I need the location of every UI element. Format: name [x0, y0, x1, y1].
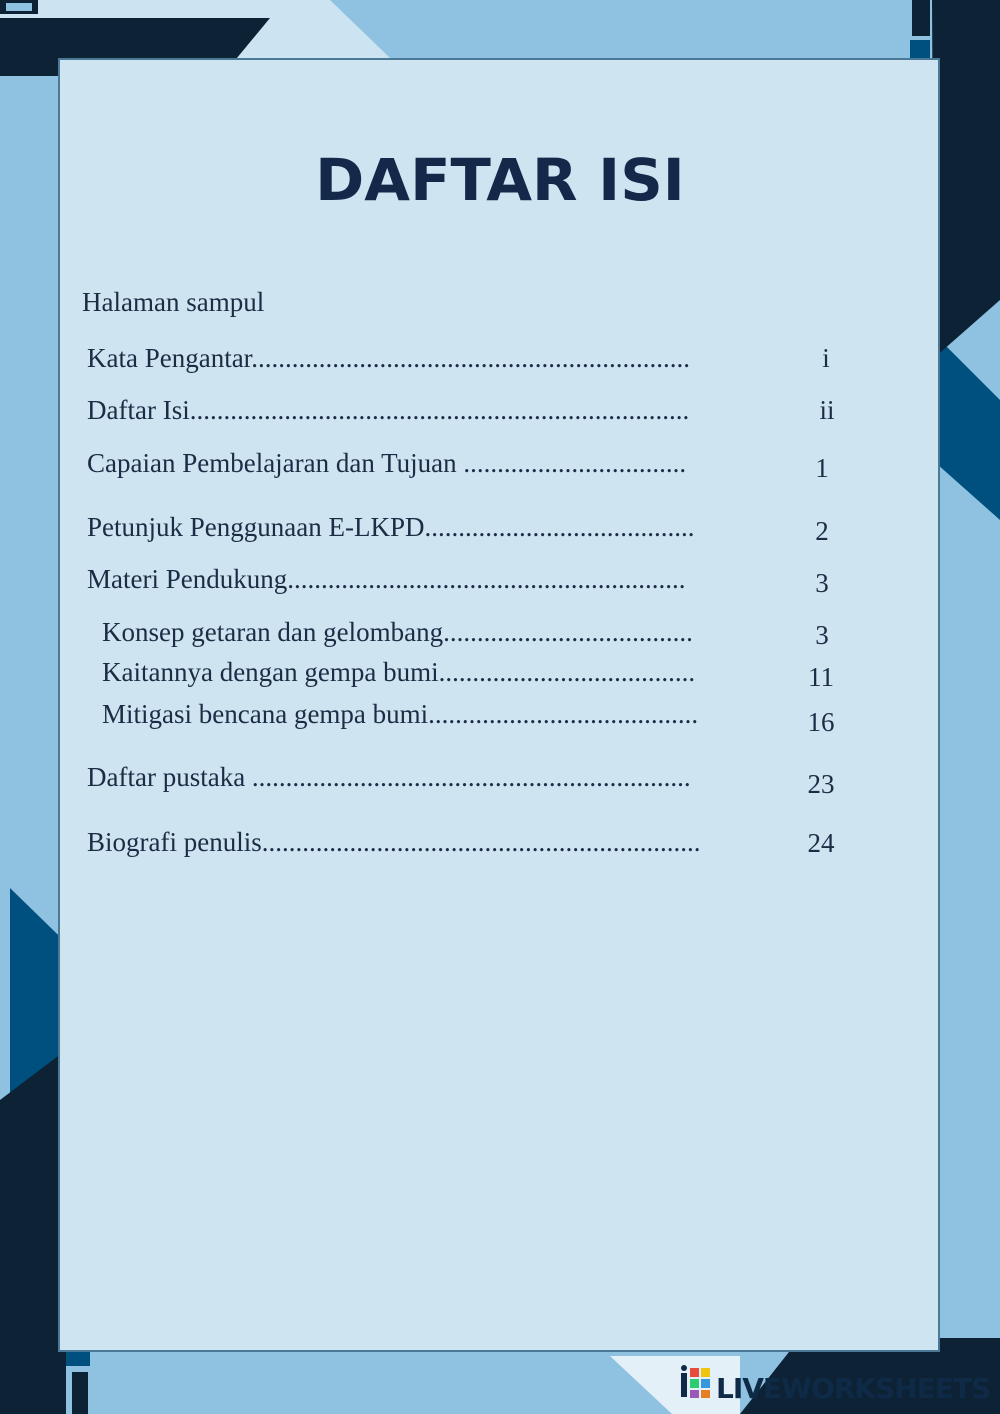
toc-page-number: 16	[807, 707, 835, 737]
toc-page-number: ii	[819, 395, 835, 425]
toc-page-number: 3	[815, 620, 829, 650]
toc-subitem-konsep: Konsep getaran dan gelombang.....................................	[102, 617, 693, 647]
toc-page-number: 24	[807, 828, 835, 858]
toc-page-number: 23	[807, 769, 835, 799]
liveworksheets-logo-icon	[678, 1364, 718, 1400]
page-title: DAFTAR ISI	[315, 146, 685, 214]
toc-item-halaman-sampul: Halaman sampul	[82, 287, 265, 317]
toc-subitem-kaitannya: Kaitannya dengan gempa bumi......................................	[102, 657, 696, 687]
toc-item-petunjuk: Petunjuk Penggunaan E-LKPD........................................	[87, 512, 695, 542]
toc-page-number: 11	[808, 662, 834, 692]
liveworksheets-watermark: LIVEWORKSHEETS	[716, 1372, 991, 1405]
toc-page-number: 2	[815, 516, 829, 546]
toc-item-daftar-pustaka: Daftar pustaka .................................................................	[87, 762, 691, 792]
toc-item-daftar-isi: Daftar Isi..........................................................................	[87, 395, 690, 425]
toc-subitem-mitigasi: Mitigasi bencana gempa bumi........................................	[102, 699, 699, 729]
toc-page-number: 3	[815, 568, 829, 598]
toc-page-number: 1	[815, 453, 829, 483]
toc-item-materi: Materi Pendukung...........................................................	[87, 564, 686, 594]
toc-page-number: i	[822, 343, 830, 373]
toc-item-kata-pengantar: Kata Pengantar.................................................................	[87, 343, 690, 373]
toc-item-biografi: Biografi penulis.................................................................	[87, 827, 701, 857]
toc-item-capaian: Capaian Pembelajaran dan Tujuan .................................	[87, 448, 687, 478]
